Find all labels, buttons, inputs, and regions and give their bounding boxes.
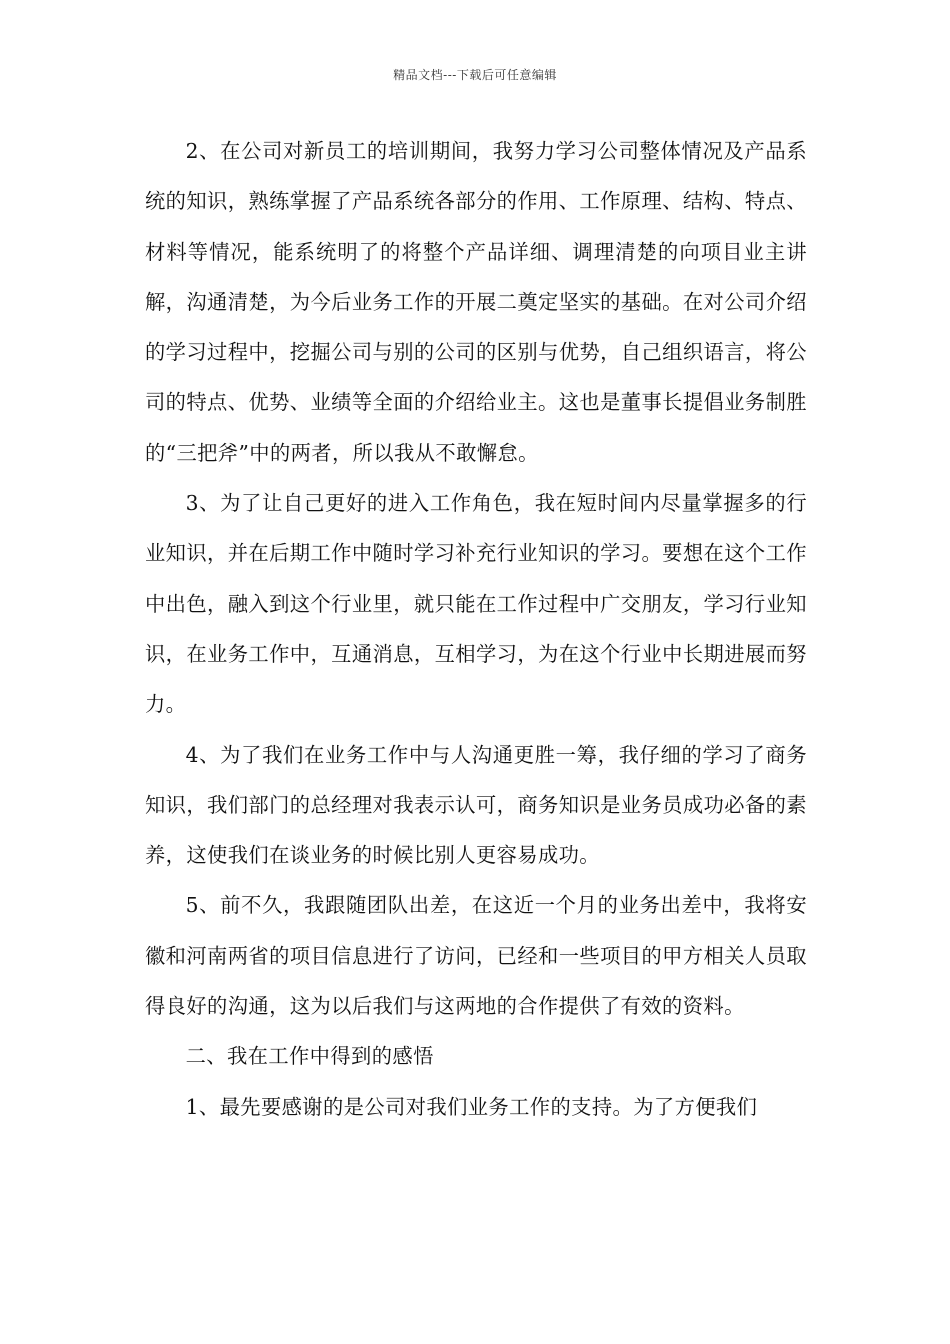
document-body <box>145 126 807 1132</box>
paragraph-closing: 1、最先要感谢的是公司对我们业务工作的支持。为了方便我们 <box>185 1094 758 1119</box>
paragraph-2: 2、在公司对新员工的培训期间，我努力学习公司整体情况及产品系统的知识，熟练掌握了产品系统各部分的作用、工作原理、结构、特点、材料等情况，能系统明了的将整个产品详细、调理清楚的向项目业主讲解，沟通清楚，为今后业务工作的开展二奠定坚实的基础。在对公司介绍的学习过程中，挖掘公司与别的公司的区别与优势，自己组织语言，将公司的特点、优势、业绩等全面的介绍给业主。这也是董事长提倡业务制胜的“三把斧”中的两者，所以我从不敢懈怠。 <box>145 139 807 465</box>
page-header: 精品文档---下载后可任意编辑 <box>393 68 557 82</box>
paragraph-4: 4、为了我们在业务工作中与人沟通更胜一筹，我仔细的学习了商务知识，我们部门的总经理对我表示认可，商务知识是业务员成功必备的素养，这使我们在谈业务的时候比别人更容易成功。 <box>145 742 807 868</box>
paragraph-5: 5、前不久，我跟随团队出差，在这近一个月的业务出差中，我将安徽和河南两省的项目信息进行了访问，已经和一些项目的甲方相关人员取得良好的沟通，这为以后我们与这两地的合作提供了有效的资料。 <box>145 893 807 1019</box>
paragraph-3: 3、为了让自己更好的进入工作角色，我在短时间内尽量掌握多的行业知识，并在后期工作中随时学习补充行业知识的学习。要想在这个工作中出色，融入到这个行业里，就只能在工作过程中广交朋友，学习行业知识，在业务工作中，互通消息，互相学习，为在这个行业中长期进展而努力。 <box>145 491 807 717</box>
section-heading: 二、我在工作中得到的感悟 <box>185 1044 434 1069</box>
